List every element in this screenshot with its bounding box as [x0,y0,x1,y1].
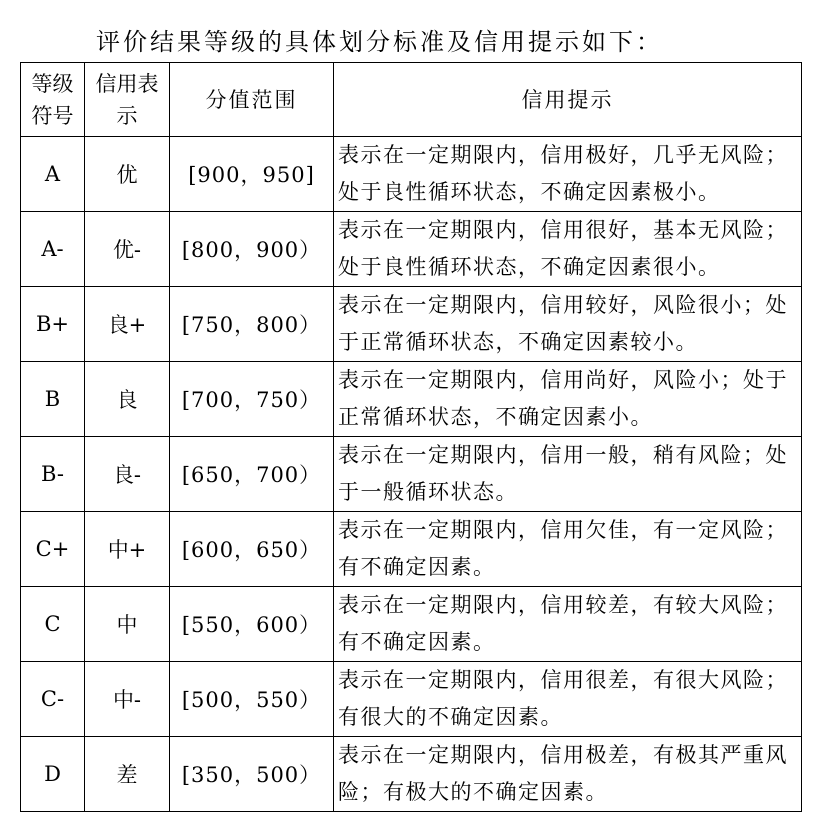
header-grade-symbol-line2: 符号 [31,103,74,128]
cell-score-range: [350，500） [170,737,334,812]
cell-score-range: [900，950] [170,137,334,212]
cell-grade-symbol: C+ [21,512,85,587]
cell-credit-hint: 表示在一定期限内，信用尚好，风险小；处于正常循环状态，不确定因素小。 [334,362,802,437]
cell-grade-symbol: A [21,137,85,212]
table-row [21,512,802,587]
header-credit-line1: 信用表 [95,71,159,96]
cell-credit-hint: 表示在一定期限内，信用很好，基本无风险；处于良性循环状态，不确定因素很小。 [334,212,802,287]
cell-credit: 差 [85,737,170,812]
header-score-range: 分值范围 [170,63,334,137]
header-credit-hint: 信用提示 [334,63,802,137]
table-row [21,137,802,212]
cell-credit-hint: 表示在一定期限内，信用较差，有较大风险；有不确定因素。 [334,587,802,662]
cell-grade-symbol: C [21,587,85,662]
cell-score-range: [750，800） [170,287,334,362]
table-header-row [21,63,802,137]
cell-credit: 良+ [85,287,170,362]
cell-grade-symbol: D [21,737,85,812]
table-row [21,737,802,812]
header-grade-symbol [21,63,85,137]
cell-grade-symbol: B [21,362,85,437]
cell-grade-symbol: B+ [21,287,85,362]
cell-credit: 中 [85,587,170,662]
cell-credit-hint: 表示在一定期限内，信用一般，稍有风险；处于一般循环状态。 [334,437,802,512]
cell-grade-symbol: A- [21,212,85,287]
cell-credit-hint: 表示在一定期限内，信用较好，风险很小；处于正常循环状态，不确定因素较小。 [334,287,802,362]
page-title: 评价结果等级的具体划分标准及信用提示如下： [96,28,663,56]
table-row [21,212,802,287]
cell-credit: 中+ [85,512,170,587]
header-credit-representation [85,63,170,137]
header-grade-symbol-line1: 等级 [31,71,74,96]
cell-credit-hint: 表示在一定期限内，信用欠佳，有一定风险；有不确定因素。 [334,512,802,587]
cell-credit: 优 [85,137,170,212]
table-row [21,587,802,662]
cell-score-range: [800，900） [170,212,334,287]
cell-grade-symbol: C- [21,662,85,737]
cell-credit-hint: 表示在一定期限内，信用极好，几乎无风险；处于良性循环状态，不确定因素极小。 [334,137,802,212]
cell-grade-symbol: B- [21,437,85,512]
cell-score-range: [650，700） [170,437,334,512]
cell-credit: 良 [85,362,170,437]
cell-score-range: [550，600） [170,587,334,662]
cell-score-range: [700，750） [170,362,334,437]
table-row [21,437,802,512]
cell-credit-hint: 表示在一定期限内，信用很差，有很大风险；有很大的不确定因素。 [334,662,802,737]
cell-credit-hint: 表示在一定期限内，信用极差，有极其严重风险；有极大的不确定因素。 [334,737,802,812]
table-row [21,362,802,437]
cell-credit: 优- [85,212,170,287]
cell-score-range: [500，550） [170,662,334,737]
header-credit-line2: 示 [116,103,138,128]
cell-score-range: [600，650） [170,512,334,587]
table-row [21,662,802,737]
table-row [21,287,802,362]
cell-credit: 中- [85,662,170,737]
cell-credit: 良- [85,437,170,512]
grade-table [20,62,802,812]
